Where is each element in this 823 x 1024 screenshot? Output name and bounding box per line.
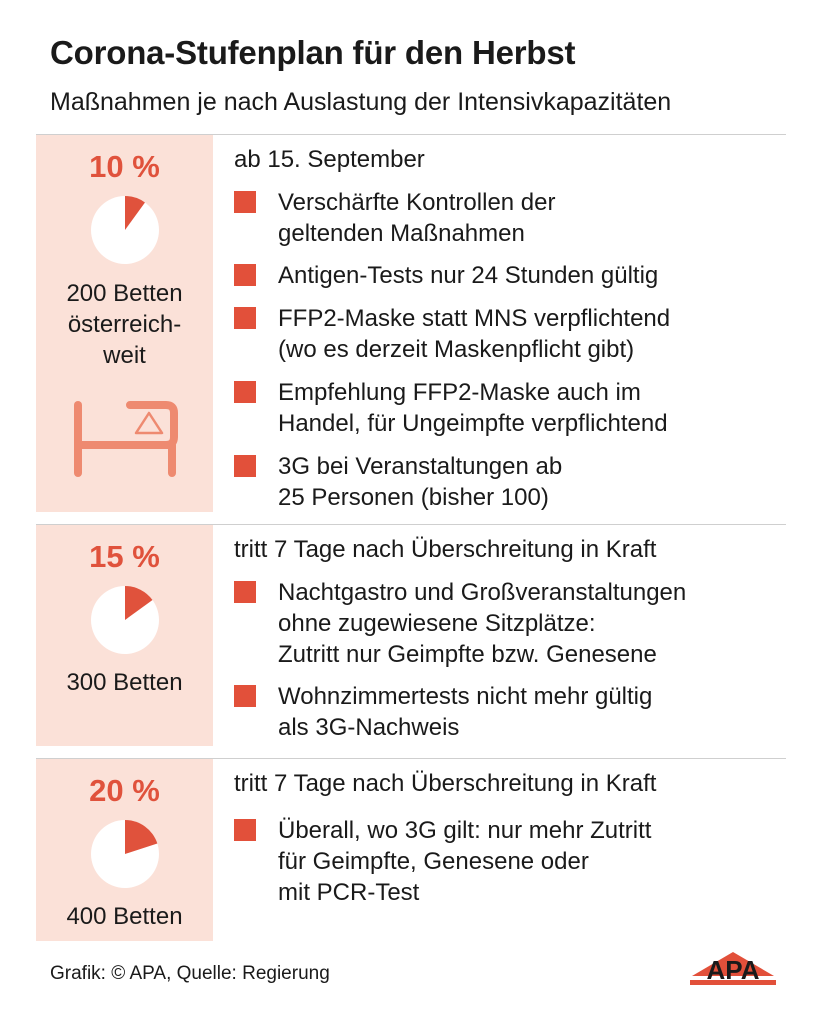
measure-text: Nachtgastro und Großveranstaltungen ohne zugewiesene Sitzplätze: Zutritt nur Geimpfte bzw. Genesene: [278, 579, 687, 668]
percent-label: 10 %: [89, 149, 160, 184]
stage-heading: tritt 7 Tage nach Überschreitung in Kraft: [234, 770, 657, 797]
stage-side-panel: [36, 135, 213, 512]
beds-label: 200 Betten österreich- weit: [66, 280, 183, 369]
stage-10-percent: [36, 135, 786, 512]
logo-text: APA: [706, 955, 760, 985]
measure-text: Antigen-Tests nur 24 Stunden gültig: [278, 262, 659, 289]
bullet-square-icon: [234, 581, 256, 603]
hospital-bed-warning-icon: [70, 397, 180, 479]
bullet-square-icon: [234, 685, 256, 707]
page-title: Corona-Stufenplan für den Herbst: [50, 34, 576, 71]
source-credit: Grafik: © APA, Quelle: Regierung: [50, 963, 330, 984]
bullet-square-icon: [234, 381, 256, 403]
pie-chart: [90, 819, 160, 889]
measure-text: Verschärfte Kontrollen der geltenden Maßnahmen: [278, 189, 556, 247]
bullet-square-icon: [234, 191, 256, 213]
stage-heading: ab 15. September: [234, 146, 425, 173]
bullet-square-icon: [234, 455, 256, 477]
bullet-square-icon: [234, 819, 256, 841]
pie-chart: [90, 585, 160, 655]
stage-20-percent: [36, 759, 786, 941]
stage-side-panel: [36, 525, 213, 746]
measure-text: 3G bei Veranstaltungen ab 25 Personen (bisher 100): [278, 453, 563, 511]
beds-label: 300 Betten: [66, 669, 183, 696]
measure-text: FFP2-Maske statt MNS verpflichtend (wo es derzeit Maskenpflicht gibt): [278, 305, 671, 363]
measure-text: Überall, wo 3G gilt: nur mehr Zutritt für Geimpfte, Genesene oder mit PCR-Test: [278, 817, 652, 906]
beds-label: 400 Betten: [66, 903, 183, 930]
measure-text: Wohnzimmertests nicht mehr gültig als 3G-Nachweis: [278, 683, 653, 741]
percent-label: 20 %: [89, 773, 160, 808]
bullet-square-icon: [234, 307, 256, 329]
apa-logo: [690, 950, 776, 990]
stage-heading: tritt 7 Tage nach Überschreitung in Kraft: [234, 536, 657, 563]
page-subtitle: Maßnahmen je nach Auslastung der Intensivkapazitäten: [50, 88, 672, 116]
bullet-square-icon: [234, 264, 256, 286]
stage-15-percent: [36, 525, 786, 746]
percent-label: 15 %: [89, 539, 160, 574]
measure-text: Empfehlung FFP2-Maske auch im Handel, für Ungeimpfte verpflichtend: [278, 379, 668, 437]
pie-chart: [90, 195, 160, 265]
stage-side-panel: [36, 759, 213, 941]
